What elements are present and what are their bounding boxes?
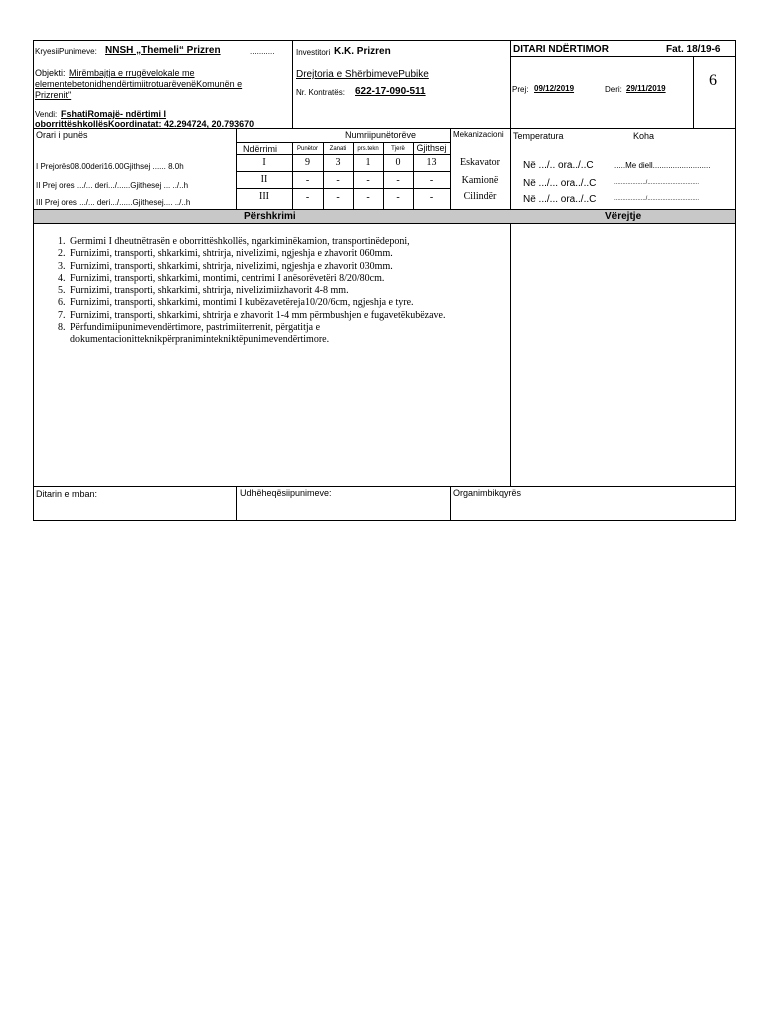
col-header-prs-tekn: prs.tekn — [357, 146, 379, 152]
description-list — [34, 236, 538, 347]
temp-row-1: Në .../.. ora../..C — [523, 160, 594, 171]
list-item: 1. Germimi I dheutnëtrasën e oborrittëshkollës, ngarkiminëkamion, transportinëdeponi, — [68, 236, 538, 248]
koha-row-1: .....Me diell.......................... — [614, 161, 711, 170]
deri-value: 29/11/2019 — [626, 84, 666, 93]
rule — [236, 154, 450, 155]
col-header-tjere: Tjerë — [391, 146, 405, 152]
cell: - — [305, 192, 310, 203]
drejtoria: Drejtoria e ShërbimevePubike — [296, 69, 429, 80]
cell: - — [429, 175, 434, 186]
rule — [450, 486, 451, 521]
cell: 1 — [365, 157, 371, 168]
cell: - — [336, 175, 340, 186]
cell: - — [396, 175, 400, 186]
temp-row-2: Në .../... ora../..C — [523, 178, 597, 189]
koha-label: Koha — [633, 131, 655, 141]
mekanizacioni-label: Mekanizacioni — [453, 130, 504, 139]
cell: 9 — [305, 157, 310, 168]
pershkrimi-header: Përshkrimi — [244, 211, 296, 222]
mekanizacioni-row-3: Cilindër — [463, 191, 497, 202]
list-item: 8. Përfundimiipunimevendërtimore, pastrimiiterrenit, përgatitja e dokumentacionitteknikpërpranimintekniktëpunimevendërtimore. — [68, 322, 500, 347]
vendi-line1: FshatiRomajë- ndërtimi I — [61, 109, 167, 119]
cell: 13 — [426, 157, 437, 168]
ditarin-label: Ditarin e mban: — [36, 489, 98, 499]
cell: 0 — [395, 157, 401, 168]
udheheqesi-label: Udhëheqësiipunimeve: — [240, 488, 332, 498]
nderrimi-row-3: III — [259, 191, 269, 202]
dotted-fill: ........... — [250, 47, 275, 56]
fat-number: Fat. 18/19-6 — [666, 44, 721, 55]
list-item: 7. Furnizimi, transporti, shkarkimi, shtrirja e zhavorit 1-4 mm përmbushjen e fugavetëkubëzave. — [68, 310, 538, 322]
col-header-punetor: Punëtor — [296, 146, 318, 152]
rule — [33, 223, 736, 224]
prej-label: Prej: — [512, 85, 529, 94]
kontrata-value: 622-17-090-511 — [355, 86, 426, 97]
organi-label: Organimbikqyrës — [453, 488, 522, 498]
list-item: 6. Furnizimi, transporti, shkarkimi, montimi I kubëzavetëreja10/20/6cm, ngjeshja e tyre. — [68, 297, 538, 309]
cell: - — [366, 192, 370, 203]
nderrimi-row-1: I — [262, 157, 266, 168]
temp-row-3: Në .../... ora../..C — [523, 194, 597, 205]
list-item: 2. Furnizimi, transporti, shkarkimi, shtrirja, nivelizimi, ngjeshja e zhavorit 060mm. — [68, 248, 538, 260]
koha-row-2: .................../............................... — [614, 180, 700, 186]
mekanizacioni-row-2: Kamionë — [461, 175, 499, 186]
cell: - — [305, 175, 310, 186]
cell: - — [396, 192, 400, 203]
nderrimi-row-2: II — [260, 174, 268, 185]
page-number: 6 — [709, 72, 717, 89]
rule — [693, 56, 694, 128]
kontrata-label: Nr. Kontratës: — [296, 88, 345, 97]
rule — [510, 56, 736, 57]
nderrimi-label: Ndërrimi — [243, 144, 278, 154]
temperatura-label: Temperatura — [513, 131, 564, 141]
cell: - — [366, 175, 370, 186]
col-header-zanati: Zanati — [329, 146, 347, 152]
mekanizacioni-row-1: Eskavator — [460, 157, 500, 168]
orari-row-2: II Prej ores .../... deri.../......Gjithesej ... ../..h — [36, 181, 189, 190]
prej-value: 09/12/2019 — [534, 84, 575, 93]
deri-label: Deri: — [605, 85, 622, 94]
rule — [33, 486, 736, 487]
objekti-line1: Mirëmbajtja e rrugëvelokale me — [69, 68, 195, 78]
rule — [292, 40, 293, 128]
kryesi-label: KryesiiPunimeve: — [35, 47, 97, 56]
list-item: 3. Furnizimi, transporti, shkarkimi, shtrirja, nivelizimi, ngjeshja e zhavorit 030mm. — [68, 261, 538, 273]
ditari-title: DITARI NDËRTIMOR — [513, 44, 609, 55]
orari-row-3: III Prej ores .../... deri.../......Gjithesej.... ../..h — [36, 198, 191, 207]
investitori-value: K.K. Prizren — [334, 46, 391, 57]
orari-label: Orari i punës — [36, 130, 88, 140]
verejtje-header: Vërejtje — [605, 211, 642, 222]
kryesi-value: NNSH „Themeli“ Prizren — [105, 45, 221, 56]
cell: 3 — [335, 157, 341, 168]
numri-label: Numriipunëtorëve — [345, 130, 417, 140]
vendi-line2: oborrittëshkollësKoordinatat: 42.294724, 20.793670 — [35, 119, 255, 129]
col-header-gjithsej: Gjithsej — [416, 143, 447, 153]
rule — [236, 486, 237, 521]
rule — [236, 188, 450, 189]
investitori-label: Investitori — [296, 48, 331, 57]
objekti-line2: elementebetonidhendërtimiitrotuarëvenëKomunën e — [35, 79, 243, 89]
objekti-label: Objekti: — [35, 68, 66, 78]
rule — [510, 128, 736, 129]
vendi-label: Vendi: — [35, 110, 58, 119]
list-item: 5. Furnizimi, transporti, shkarkimi, shtrirja, nivelizimiizhavorit 4-8 mm. — [68, 285, 538, 297]
orari-row-1: I Prejorës08.00deri16.00Gjithsej ...... 8.0h — [36, 162, 184, 171]
list-item: 4. Furnizimi, transporti, shkarkimi, montimi, centrimi I anësorëvetëri 8/20/80cm. — [68, 273, 538, 285]
koha-row-3: .................../............................... — [614, 196, 700, 202]
objekti-line3: Prizrenit" — [35, 90, 72, 100]
cell: - — [429, 192, 434, 203]
rule — [236, 171, 450, 172]
cell: - — [336, 192, 340, 203]
